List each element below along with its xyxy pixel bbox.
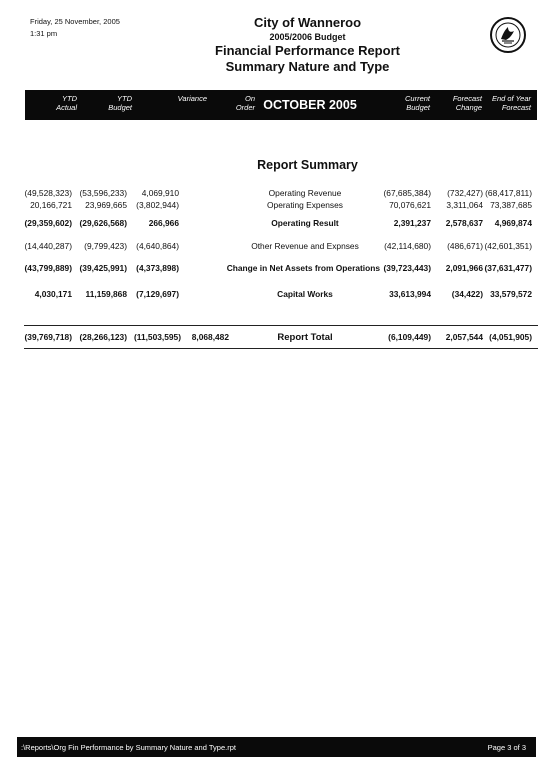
report-file-path: :\Reports\Org Fin Performance by Summary Nature and Type.rpt bbox=[21, 743, 236, 752]
report-date: Friday, 25 November, 2005 bbox=[30, 17, 120, 26]
variance-cell: (11,503,595) bbox=[133, 332, 181, 342]
ytd-budget-cell: (53,596,233) bbox=[79, 188, 127, 198]
total-top-rule bbox=[24, 325, 538, 326]
row-label: Capital Works bbox=[277, 289, 333, 299]
total-row bbox=[0, 332, 545, 343]
col-ytd-budget: YTD Budget bbox=[108, 94, 132, 112]
forecast-change-cell: (34,422) bbox=[451, 289, 483, 299]
report-month: OCTOBER 2005 bbox=[263, 98, 357, 112]
col-current-budget: Current Budget bbox=[404, 94, 430, 112]
current-budget-cell: (67,685,384) bbox=[383, 188, 431, 198]
variance-cell: 4,069,910 bbox=[141, 188, 179, 198]
variance-cell: (4,640,864) bbox=[136, 241, 179, 251]
col-forecast-change: Forecast Change bbox=[452, 94, 482, 112]
table-row bbox=[0, 218, 545, 229]
current-budget-cell: (6,109,449) bbox=[388, 332, 431, 342]
on-order-cell: 8,068,482 bbox=[191, 332, 229, 342]
ytd-budget-cell: (39,425,991) bbox=[79, 263, 127, 273]
ytd-actual-cell: (14,440,287) bbox=[24, 241, 72, 251]
forecast-change-cell: (486,671) bbox=[447, 241, 483, 251]
report-time: 1:31 pm bbox=[30, 29, 58, 38]
current-budget-cell: (42,114,680) bbox=[384, 241, 431, 251]
row-label: Change in Net Assets from Operations bbox=[226, 263, 380, 273]
table-row bbox=[0, 188, 545, 199]
col-variance: Variance bbox=[177, 94, 207, 103]
org-name: City of Wanneroo bbox=[253, 15, 362, 30]
current-budget-cell: 2,391,237 bbox=[393, 218, 431, 228]
page-number: Page 3 of 3 bbox=[487, 743, 526, 752]
current-budget-cell: (39,723,443) bbox=[383, 263, 431, 273]
total-bottom-rule bbox=[24, 348, 538, 349]
forecast-change-cell: 2,091,966 bbox=[445, 263, 483, 273]
row-label: Operating Revenue bbox=[268, 188, 342, 198]
forecast-change-cell: 3,311,064 bbox=[446, 200, 483, 210]
forecast-change-cell: 2,057,544 bbox=[445, 332, 483, 342]
section-title: Report Summary bbox=[257, 158, 358, 172]
end-of-year-cell: 73,387,685 bbox=[490, 200, 532, 210]
variance-cell: (7,129,697) bbox=[136, 289, 179, 299]
ytd-actual-cell: (43,799,889) bbox=[24, 263, 72, 273]
col-on-order: On Order bbox=[235, 94, 255, 112]
ytd-actual-cell: (29,359,602) bbox=[24, 218, 72, 228]
col-end-of-year: End of Year Forecast bbox=[491, 94, 531, 112]
ytd-budget-cell: 11,159,868 bbox=[85, 289, 127, 299]
ytd-budget-cell: 23,969,665 bbox=[85, 200, 127, 210]
budget-year: 2005/2006 Budget bbox=[269, 32, 346, 42]
end-of-year-cell: (42,601,351) bbox=[484, 241, 532, 251]
current-budget-cell: 33,613,994 bbox=[389, 289, 431, 299]
total-label: Report Total bbox=[277, 332, 333, 343]
row-label: Operating Expenses bbox=[267, 200, 343, 210]
end-of-year-cell: (4,051,905) bbox=[489, 332, 532, 342]
end-of-year-cell: 33,579,572 bbox=[490, 289, 532, 299]
end-of-year-cell: (68,417,811) bbox=[485, 188, 532, 198]
ytd-actual-cell: (49,528,323) bbox=[24, 188, 72, 198]
page-footer bbox=[17, 737, 536, 757]
forecast-change-cell: 2,578,637 bbox=[445, 218, 483, 228]
city-seal-icon bbox=[490, 17, 526, 53]
variance-cell: 266,966 bbox=[148, 218, 179, 228]
column-header-band bbox=[25, 90, 537, 120]
col-ytd-actual: YTD Actual bbox=[56, 94, 77, 112]
table-row bbox=[0, 289, 545, 300]
row-label: Operating Result bbox=[271, 218, 339, 228]
ytd-actual-cell: 4,030,171 bbox=[34, 289, 72, 299]
table-row bbox=[0, 200, 545, 211]
report-title: Financial Performance Report bbox=[215, 43, 400, 58]
ytd-budget-cell: (28,266,123) bbox=[79, 332, 127, 342]
end-of-year-cell: 4,969,874 bbox=[494, 218, 532, 228]
row-label: Other Revenue and Expnses bbox=[251, 241, 359, 251]
variance-cell: (4,373,898) bbox=[136, 263, 179, 273]
table-row bbox=[0, 263, 545, 274]
ytd-actual-cell: (39,769,718) bbox=[24, 332, 72, 342]
ytd-budget-cell: (29,626,568) bbox=[79, 218, 127, 228]
report-subtitle: Summary Nature and Type bbox=[225, 59, 390, 74]
variance-cell: (3,802,944) bbox=[136, 200, 179, 210]
current-budget-cell: 70,076,621 bbox=[389, 200, 431, 210]
table-row bbox=[0, 241, 545, 252]
ytd-actual-cell: 20,166,721 bbox=[30, 200, 72, 210]
ytd-budget-cell: (9,799,423) bbox=[84, 241, 127, 251]
forecast-change-cell: (732,427) bbox=[447, 188, 483, 198]
end-of-year-cell: (37,631,477) bbox=[484, 263, 532, 273]
